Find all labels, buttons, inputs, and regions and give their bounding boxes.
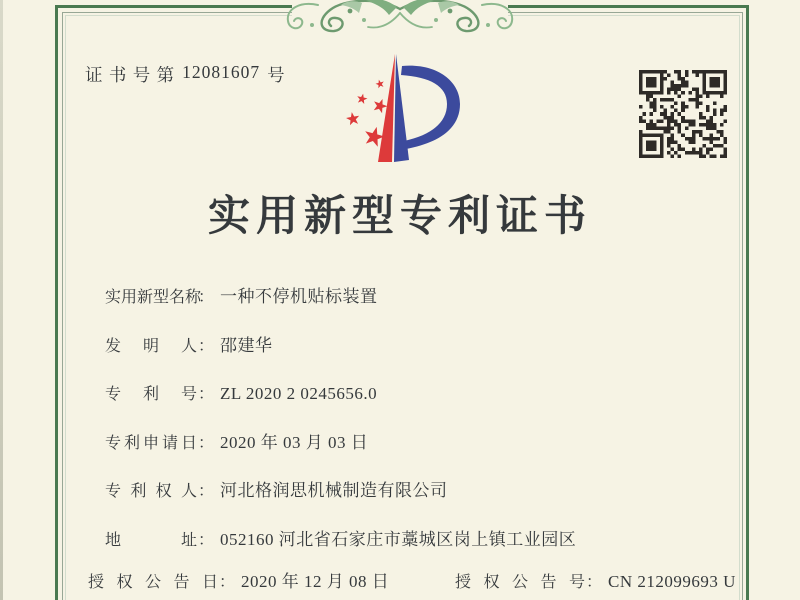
colon: ： — [198, 289, 215, 306]
colon: ： — [198, 483, 215, 500]
field-value: CN 212099693 U — [608, 572, 736, 591]
colon: ： — [198, 434, 215, 452]
qr-code — [639, 70, 727, 158]
field-row-inventor — [105, 332, 745, 360]
field-label: 实用新型名称 — [105, 289, 202, 306]
colon: ： — [219, 574, 236, 591]
field-label: 专利申请日 — [105, 434, 197, 452]
field-label: 专利号 — [105, 386, 197, 403]
field-label: 授权公告日 — [88, 574, 218, 591]
field-label: 发明人 — [105, 337, 197, 355]
field-row-patent-number — [105, 380, 745, 408]
field-value: ZL 2020 2 0245656.0 — [220, 384, 378, 403]
field-value: 2020 年 03 月 03 日 — [220, 432, 369, 452]
field-row-filing-date — [105, 429, 745, 457]
grant-date-group — [88, 568, 389, 596]
certificate-number-line — [85, 62, 286, 87]
colon: ： — [586, 574, 603, 591]
footer-row — [88, 568, 748, 596]
field-row-address — [105, 526, 745, 554]
colon: ： — [198, 531, 215, 549]
field-row-patentee — [105, 477, 745, 505]
field-row-name — [105, 283, 745, 311]
field-label: 授权公告号 — [455, 574, 585, 591]
floral-flourish-icon — [278, 0, 522, 39]
certificate-title: 实用新型专利证书 — [207, 194, 592, 240]
field-value: 2020 年 12 月 08 日 — [241, 572, 390, 591]
colon: ： — [198, 386, 215, 403]
colon: ： — [198, 337, 215, 355]
cert-number-suffix: 号 — [267, 65, 286, 85]
publication-number-group — [455, 568, 736, 596]
field-label: 专利权人 — [105, 483, 197, 500]
field-label: 地址 — [105, 531, 197, 549]
field-value: 邵建华 — [220, 335, 273, 355]
certificate-fields — [105, 283, 745, 574]
scan-page-edge — [0, 0, 3, 600]
cert-number: 12081607 — [182, 62, 261, 82]
cnipa-patent-logo-icon — [345, 52, 480, 167]
cert-number-prefix: 证 书 号 第 — [85, 65, 176, 85]
field-value: 一种不停机贴标装置 — [220, 287, 378, 306]
field-value: 052160 河北省石家庄市藁城区岗上镇工业园区 — [220, 529, 577, 549]
field-value: 河北格润思机械制造有限公司 — [220, 481, 448, 500]
